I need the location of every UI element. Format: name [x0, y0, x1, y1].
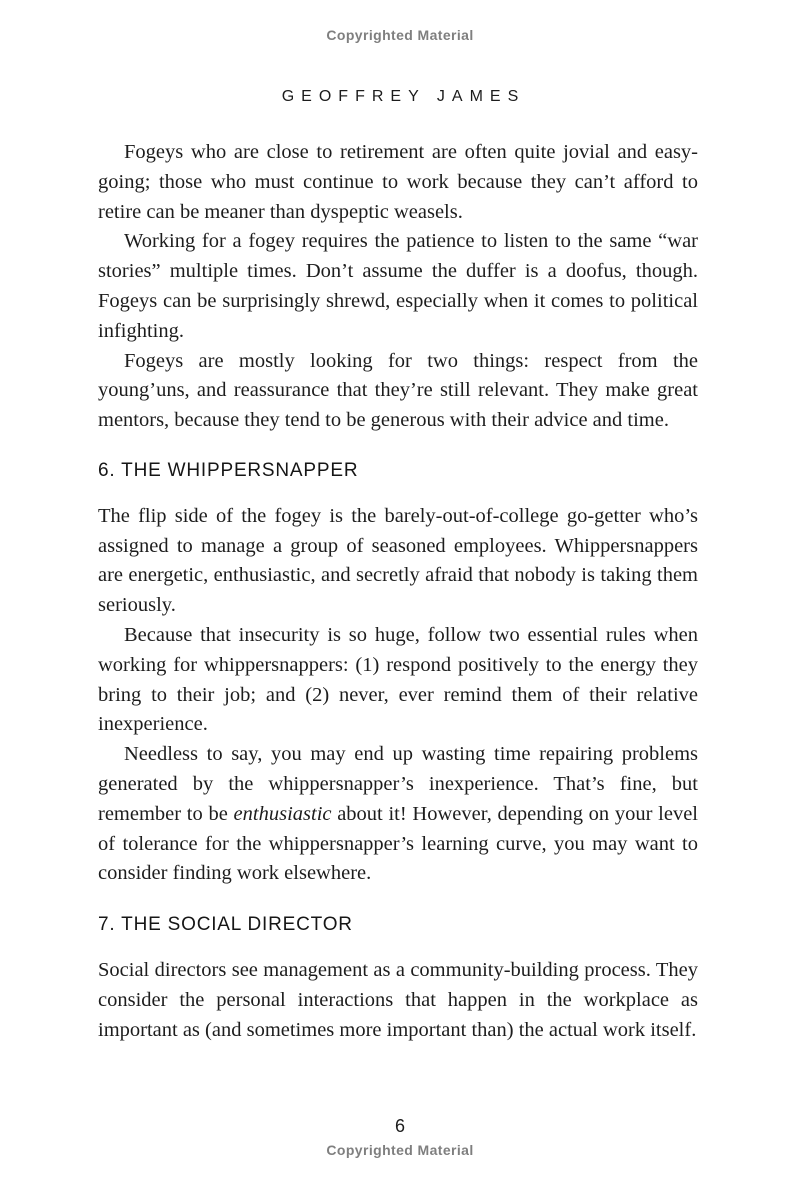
running-header-author: GEOFFREY JAMES: [281, 88, 526, 105]
paragraph-social-directors: Social directors see management as a community-building process. They consider the personal interactions that happen in the workplace as important as (and sometimes more important than) the actual work itself.: [98, 958, 698, 1041]
paragraph-flip-side: The flip side of the fogey is the barely-out-of-college go-getter who’s assigned to manage a group of seasoned employees. Whippersnappers are energetic, enthusiastic, and secretly afraid that nobody is taking them seriously.: [98, 504, 698, 617]
section-heading-whippersnapper: 6. THE WHIPPERSNAPPER: [98, 459, 359, 481]
copyright-notice-bottom: Copyrighted Material: [326, 1142, 474, 1158]
copyright-notice-top: Copyrighted Material: [326, 27, 474, 43]
page-number: 6: [394, 1116, 405, 1136]
paragraph-fogeys-retirement: Fogeys who are close to retirement are often quite jovial and easy-going; those who must continue to work because they can’t afford to retire can be meaner than dyspeptic weasels.: [98, 141, 698, 223]
paragraph-needless-run-after: about it! However, depending on your level of tolerance for the whippersnapper’s learning curve, you may want to consider finding work elsewhere.: [98, 802, 699, 885]
paragraph-fogeys-two-things: Fogeys are mostly looking for two things: respect from the young’uns, and reassurance that they’re still relevant. They make great mentors, because they tend to be generous with their advice and time.: [98, 349, 698, 432]
paragraph-working-for-fogey: Working for a fogey requires the patience to listen to the same “war stories” multiple times. Don’t assume the duffer is a doofus, though. Fogeys can be surprisingly shrewd, especially when it comes to political infighting.: [98, 230, 698, 342]
section-heading-social-director: 7. THE SOCIAL DIRECTOR: [98, 914, 353, 936]
body-text-block: [98, 138, 698, 1045]
paragraph-needless-run-italic: enthusiastic: [233, 802, 332, 825]
paragraph-needless-to-say: [98, 740, 698, 889]
paragraph-needless-run-before: Needless to say, you may end up wasting time repairing problems generated by the whippersnapper’s inexperience. That’s fine, but remember to be: [98, 743, 698, 825]
paragraph-insecurity-rules: Because that insecurity is so huge, follow two essential rules when working for whippersnappers: (1) respond positively to the energy they bring to their job; and (2) never, ever remind them of their relative inexperience.: [98, 623, 698, 736]
